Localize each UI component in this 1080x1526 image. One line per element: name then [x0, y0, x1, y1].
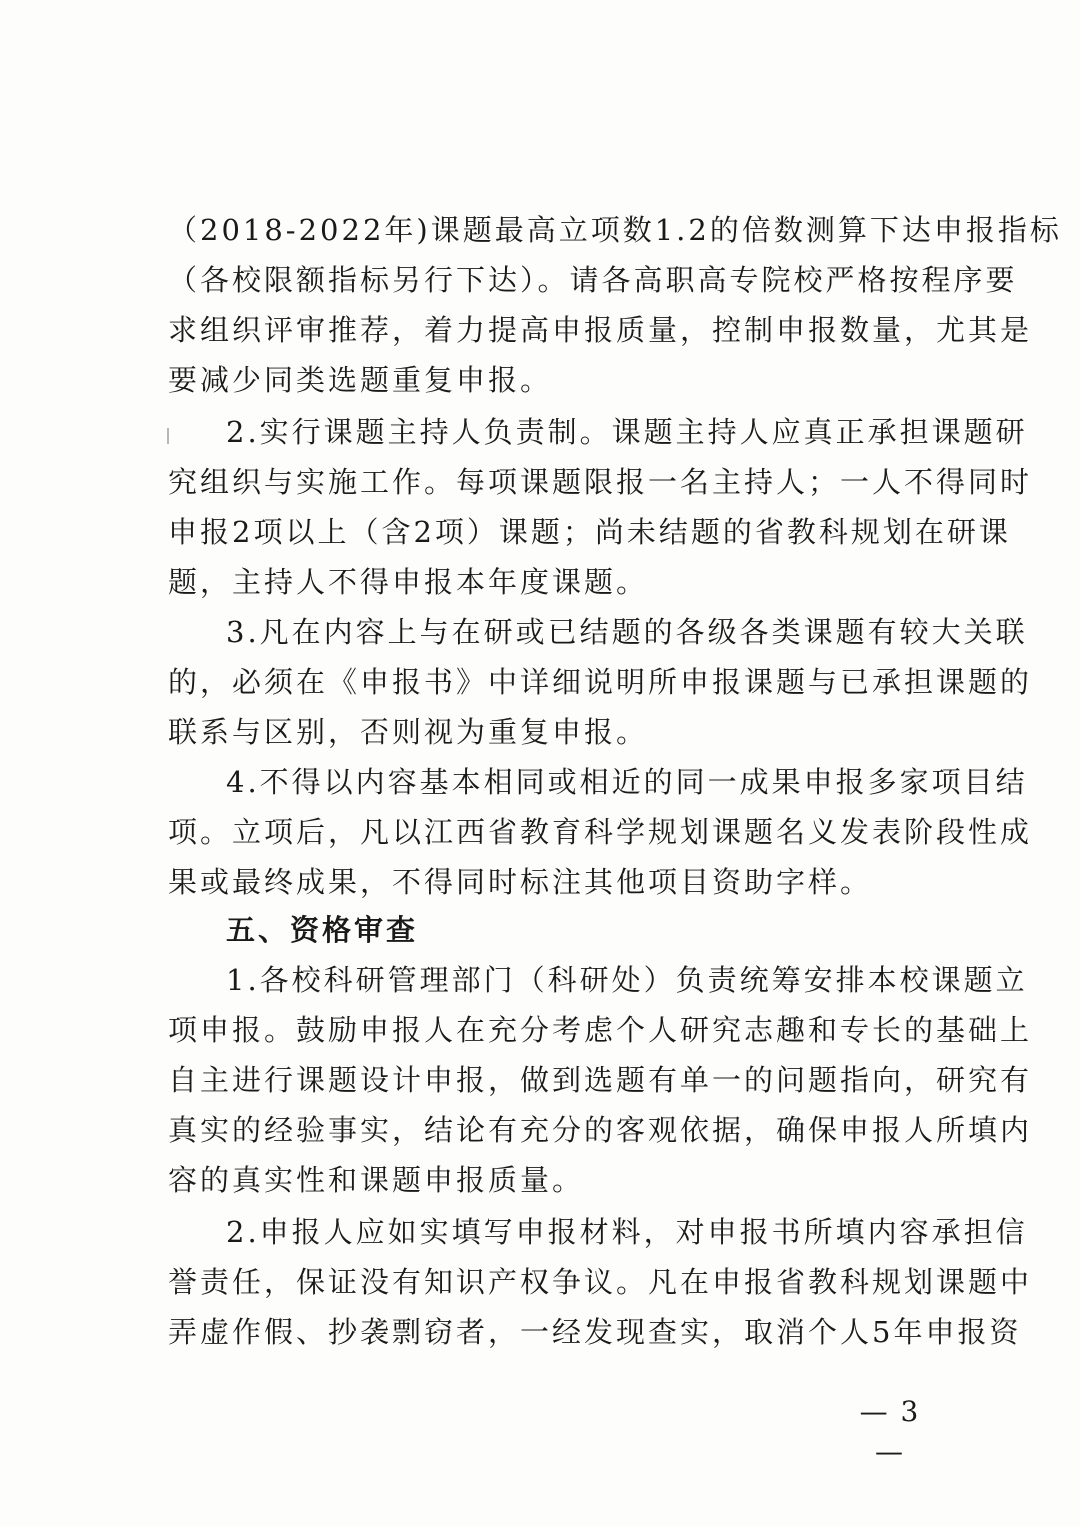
- text-line: 求组织评审推荐，着力提高申报质量，控制申报数量，尤其是: [168, 313, 1033, 347]
- text-line: 究组织与实施工作。每项课题限报一名主持人；一人不得同时: [168, 465, 1033, 499]
- text-line: 自主进行课题设计申报，做到选题有单一的问题指向，研究有: [168, 1063, 1033, 1097]
- text-line: 项申报。鼓励申报人在充分考虑个人研究志趣和专长的基础上: [168, 1013, 1033, 1047]
- text-line: 2.实行课题主持人负责制。课题主持人应真正承担课题研: [226, 415, 1028, 449]
- text-line: 1.各校科研管理部门（科研处）负责统筹安排本校课题立: [226, 963, 1028, 997]
- text-line: 弄虚作假、抄袭剽窃者，一经发现查实，取消个人5年申报资: [168, 1315, 1022, 1349]
- text-line: 2.申报人应如实填写申报材料，对申报书所填内容承担信: [226, 1215, 1028, 1249]
- text-line: 容的真实性和课题申报质量。: [168, 1163, 585, 1197]
- text-line: 的，必须在《申报书》中详细说明所申报课题与已承担课题的: [168, 665, 1033, 699]
- text-line: 誉责任，保证没有知识产权争议。凡在申报省教科规划课题中: [168, 1265, 1033, 1299]
- text-line: 4.不得以内容基本相同或相近的同一成果申报多家项目结: [226, 765, 1028, 799]
- text-line: 联系与区别，否则视为重复申报。: [168, 715, 649, 749]
- text-line: 真实的经验事实，结论有充分的客观依据，确保申报人所填内: [168, 1113, 1033, 1147]
- text-line: 题，主持人不得申报本年度课题。: [168, 565, 649, 599]
- section-heading: 五、资格审查: [226, 913, 419, 947]
- text-line: （各校限额指标另行下达）。请各高职高专院校严格按程序要: [168, 263, 1018, 297]
- text-line: 项。立项后，凡以江西省教育科学规划课题名义发表阶段性成: [168, 815, 1033, 849]
- margin-mark: [167, 428, 169, 444]
- text-line: 申报2项以上（含2项）课题；尚未结题的省教科规划在研课: [168, 515, 1011, 549]
- page-number: — 3 —: [859, 1395, 921, 1468]
- text-line: 果或最终成果，不得同时标注其他项目资助字样。: [168, 865, 873, 899]
- text-line: 要减少同类选题重复申报。: [168, 363, 553, 397]
- text-line: 3.凡在内容上与在研或已结题的各级各类课题有较大关联: [226, 615, 1028, 649]
- text-line: （2018-2022年)课题最高立项数1.2的倍数测算下达申报指标: [168, 213, 1062, 247]
